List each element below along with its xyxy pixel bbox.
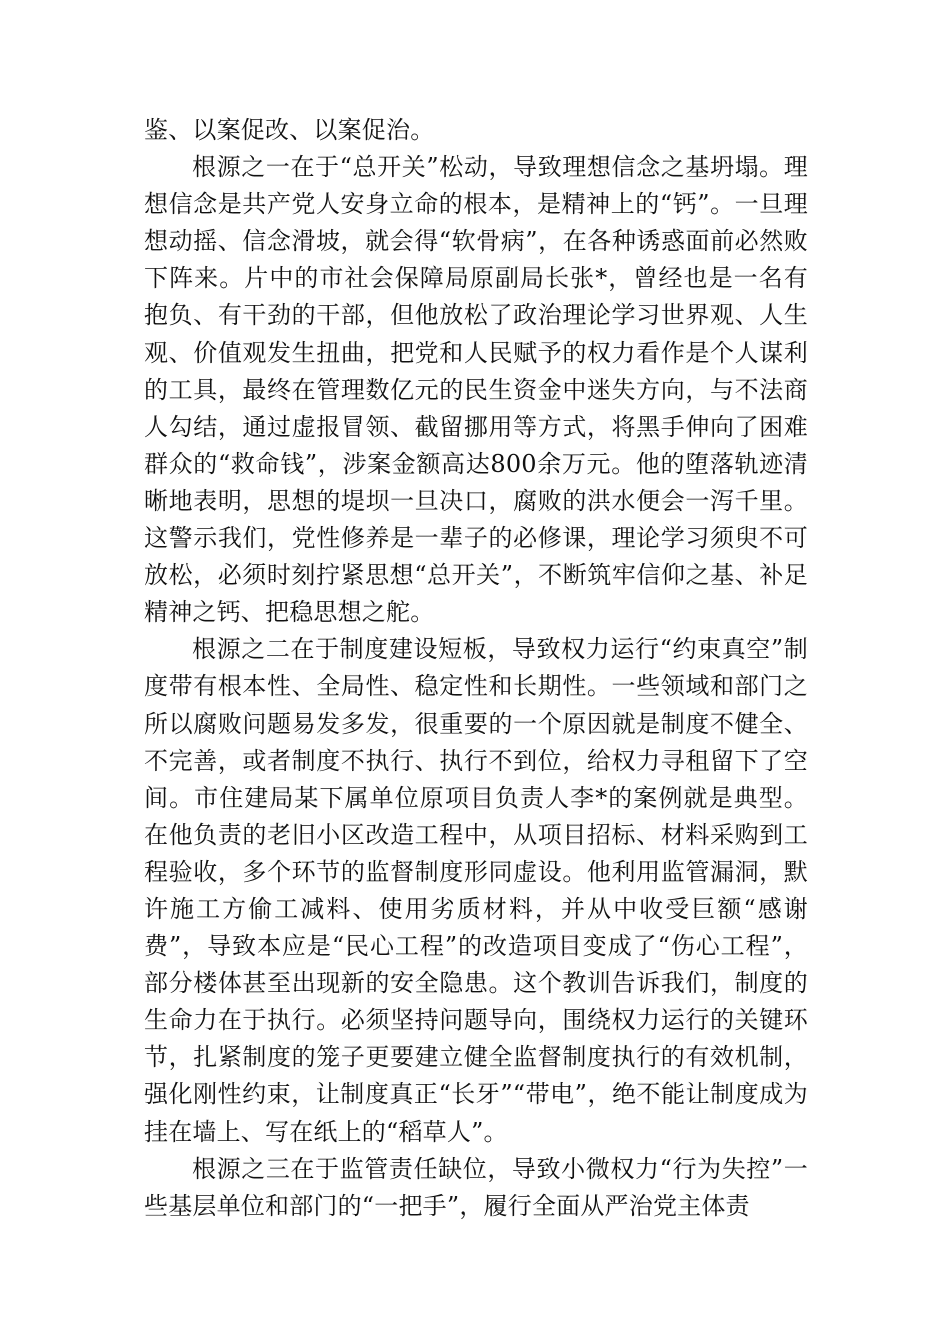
paragraph-continuation: 鉴、以案促改、以案促治。 xyxy=(144,116,435,144)
paragraph-root-cause-one: 根源之一在于“总开关”松动，导致理想信念之基坍塌。理想信念是共产党人安身立命的根本，是精神上的“钙”。一旦理想动摇、信念滑坡，就会得“软骨病”，在各种诱惑面前必然败下阵来。片中的市社会保障局原副局长张*，曾经也是一名有抱负、有干劲的干部，但他放松了政治理论学习世界观、人生观、价值观发生扭曲，把党和人民赋予的权力看作是个人谋利的工具，最终在管理数亿元的民生资金中迷失方向，与不法商人勾结，通过虚报冒领、截留挪用等方式，将黑手伸向了困难群众的“救命钱”，涉案金额高达800余万元。他的堕落轨迹清晰地表明，思想的堤坝一旦决口，腐败的洪水便会一泻千里。这警示我们，党性修养是一辈子的必修课，理论学习须臾不可放松，必须时刻拧紧思想“总开关”，不断筑牢信仰之基、补足精神之钙、把稳思想之舵。 xyxy=(144,153,808,627)
document-body xyxy=(144,112,808,1225)
paragraph-root-cause-three: 根源之三在于监管责任缺位，导致小微权力“行为失控”一些基层单位和部门的“一把手”，履行全面从严治党主体责 xyxy=(144,1154,808,1220)
paragraph-root-cause-two: 根源之二在于制度建设短板，导致权力运行“约束真空”制度带有根本性、全局性、稳定性和长期性。一些领域和部门之所以腐败问题易发多发，很重要的一个原因就是制度不健全、不完善，或者制度不执行、执行不到位，给权力寻租留下了空间。市住建局某下属单位原项目负责人李*的案例就是典型。在他负责的老旧小区改造工程中，从项目招标、材料采购到工程验收，多个环节的监督制度形同虚设。他利用监管漏洞，默许施工方偷工减料、使用劣质材料，并从中收受巨额“感谢费”，导致本应是“民心工程”的改造项目变成了“伤心工程”，部分楼体甚至出现新的安全隐患。这个教训告诉我们，制度的生命力在于执行。必须坚持问题导向，围绕权力运行的关键环节，扎紧制度的笼子更要建立健全监督制度执行的有效机制，强化刚性约束，让制度真正“长牙”“带电”，绝不能让制度成为挂在墙上、写在纸上的“稻草人”。 xyxy=(144,635,808,1146)
